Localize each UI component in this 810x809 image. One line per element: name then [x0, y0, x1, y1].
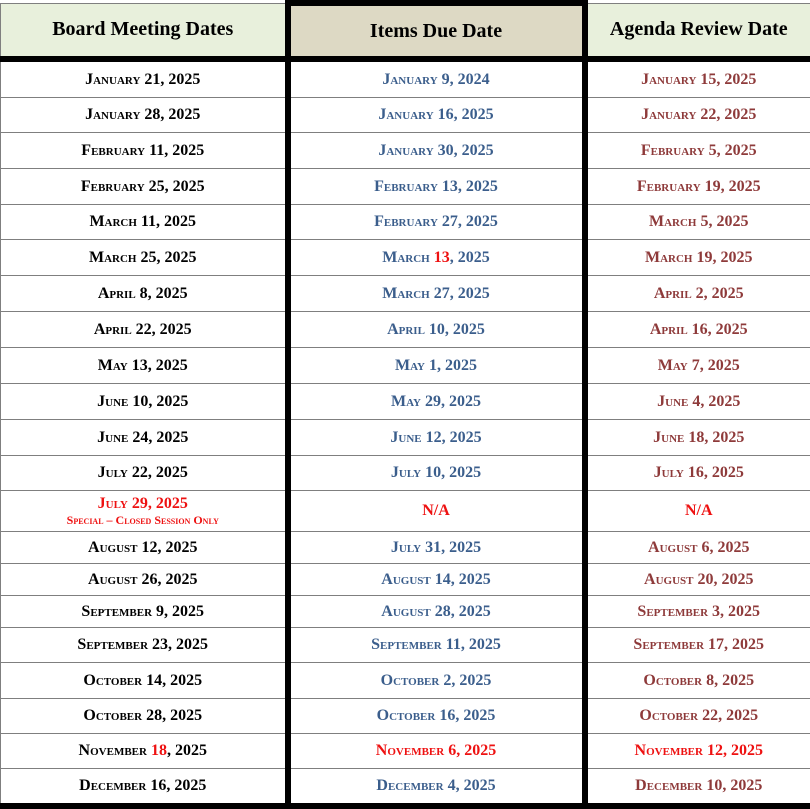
- special-session-note: Special – Closed Session Only: [66, 513, 219, 527]
- table-row: [1, 420, 810, 456]
- due-date-cell: March 27, 2025: [288, 276, 585, 312]
- review-date-cell: April 16, 2025: [585, 312, 810, 348]
- table-row: [1, 98, 810, 133]
- table-row: [1, 663, 810, 699]
- review-date-cell: September 3, 2025: [585, 596, 810, 628]
- header-agenda-review-date: Agenda Review Date: [585, 3, 810, 59]
- review-date-cell: October 22, 2025: [585, 699, 810, 734]
- board-date-cell: October 14, 2025: [1, 663, 288, 699]
- board-date-cell: February 11, 2025: [1, 133, 288, 169]
- board-date-cell: February 25, 2025: [1, 169, 288, 205]
- board-date-cell: June 10, 2025: [1, 384, 288, 420]
- review-date-cell: August 20, 2025: [585, 564, 810, 596]
- table-row: [1, 769, 810, 807]
- due-date-cell: December 4, 2025: [288, 769, 585, 807]
- table-row: [1, 348, 810, 384]
- board-date-cell: August 26, 2025: [1, 564, 288, 596]
- special-meeting-date: July 29, 2025: [97, 495, 188, 512]
- table-row: [1, 205, 810, 240]
- due-date-cell: N/A: [288, 491, 585, 532]
- due-date-cell: August 28, 2025: [288, 596, 585, 628]
- board-month: November: [78, 742, 147, 759]
- board-date-cell: March 25, 2025: [1, 240, 288, 276]
- review-date-cell: December 10, 2025: [585, 769, 810, 807]
- table-row: [1, 532, 810, 564]
- review-date-cell: April 2, 2025: [585, 276, 810, 312]
- review-date-cell: August 6, 2025: [585, 532, 810, 564]
- due-date-cell: January 9, 2024: [288, 59, 585, 98]
- due-date-cell: June 12, 2025: [288, 420, 585, 456]
- board-date-cell: March 11, 2025: [1, 205, 288, 240]
- board-day-highlight: 18: [150, 742, 167, 759]
- header-board-meeting-dates: Board Meeting Dates: [1, 3, 288, 59]
- board-date-cell: [1, 734, 288, 769]
- review-date-cell: January 22, 2025: [585, 98, 810, 133]
- review-date-cell: July 16, 2025: [585, 456, 810, 491]
- due-date-cell: July 10, 2025: [288, 456, 585, 491]
- table-row: [1, 59, 810, 98]
- board-date-cell: September 23, 2025: [1, 628, 288, 663]
- board-date-cell: July 22, 2025: [1, 456, 288, 491]
- table-row-special-session: [1, 491, 810, 532]
- due-date-cell: October 16, 2025: [288, 699, 585, 734]
- table-row: [1, 240, 810, 276]
- board-date-cell: April 22, 2025: [1, 312, 288, 348]
- board-date-cell: September 9, 2025: [1, 596, 288, 628]
- table-row: [1, 699, 810, 734]
- header-row: [1, 3, 810, 59]
- board-date-cell: January 28, 2025: [1, 98, 288, 133]
- table-row: [1, 456, 810, 491]
- due-date-cell: May 1, 2025: [288, 348, 585, 384]
- due-date-cell: October 2, 2025: [288, 663, 585, 699]
- table-row: [1, 564, 810, 596]
- due-date-cell: January 30, 2025: [288, 133, 585, 169]
- table-row: [1, 384, 810, 420]
- board-date-cell: December 16, 2025: [1, 769, 288, 807]
- table-row: [1, 596, 810, 628]
- due-date-cell: January 16, 2025: [288, 98, 585, 133]
- table-row: [1, 133, 810, 169]
- board-date-cell: August 12, 2025: [1, 532, 288, 564]
- review-date-cell: May 7, 2025: [585, 348, 810, 384]
- board-date-cell: April 8, 2025: [1, 276, 288, 312]
- review-date-cell: February 5, 2025: [585, 133, 810, 169]
- table-row: [1, 169, 810, 205]
- due-date-cell: February 27, 2025: [288, 205, 585, 240]
- review-date-cell: September 17, 2025: [585, 628, 810, 663]
- due-date-cell: November 6, 2025: [288, 734, 585, 769]
- due-date-cell: February 13, 2025: [288, 169, 585, 205]
- due-month: March: [382, 248, 430, 266]
- board-date-cell: January 21, 2025: [1, 59, 288, 98]
- review-date-cell: October 8, 2025: [585, 663, 810, 699]
- review-date-cell: November 12, 2025: [585, 734, 810, 769]
- table-row: [1, 734, 810, 769]
- board-year: , 2025: [166, 742, 207, 759]
- review-date-cell: March 5, 2025: [585, 205, 810, 240]
- due-date-cell: August 14, 2025: [288, 564, 585, 596]
- review-date-cell: January 15, 2025: [585, 59, 810, 98]
- review-date-cell: June 4, 2025: [585, 384, 810, 420]
- table-row: [1, 312, 810, 348]
- due-date-cell: [288, 240, 585, 276]
- due-date-cell: April 10, 2025: [288, 312, 585, 348]
- due-date-cell: May 29, 2025: [288, 384, 585, 420]
- review-date-cell: June 18, 2025: [585, 420, 810, 456]
- due-day-highlight: 13: [433, 248, 450, 266]
- board-date-cell: June 24, 2025: [1, 420, 288, 456]
- table-row: [1, 276, 810, 312]
- due-date-cell: July 31, 2025: [288, 532, 585, 564]
- board-date-cell: May 13, 2025: [1, 348, 288, 384]
- review-date-cell: N/A: [585, 491, 810, 532]
- due-date-cell: September 11, 2025: [288, 628, 585, 663]
- due-year: , 2025: [449, 248, 490, 266]
- review-date-cell: March 19, 2025: [585, 240, 810, 276]
- board-date-cell-special: [1, 491, 288, 532]
- table-row: [1, 628, 810, 663]
- review-date-cell: February 19, 2025: [585, 169, 810, 205]
- header-items-due-date: Items Due Date: [288, 3, 585, 59]
- board-date-cell: October 28, 2025: [1, 699, 288, 734]
